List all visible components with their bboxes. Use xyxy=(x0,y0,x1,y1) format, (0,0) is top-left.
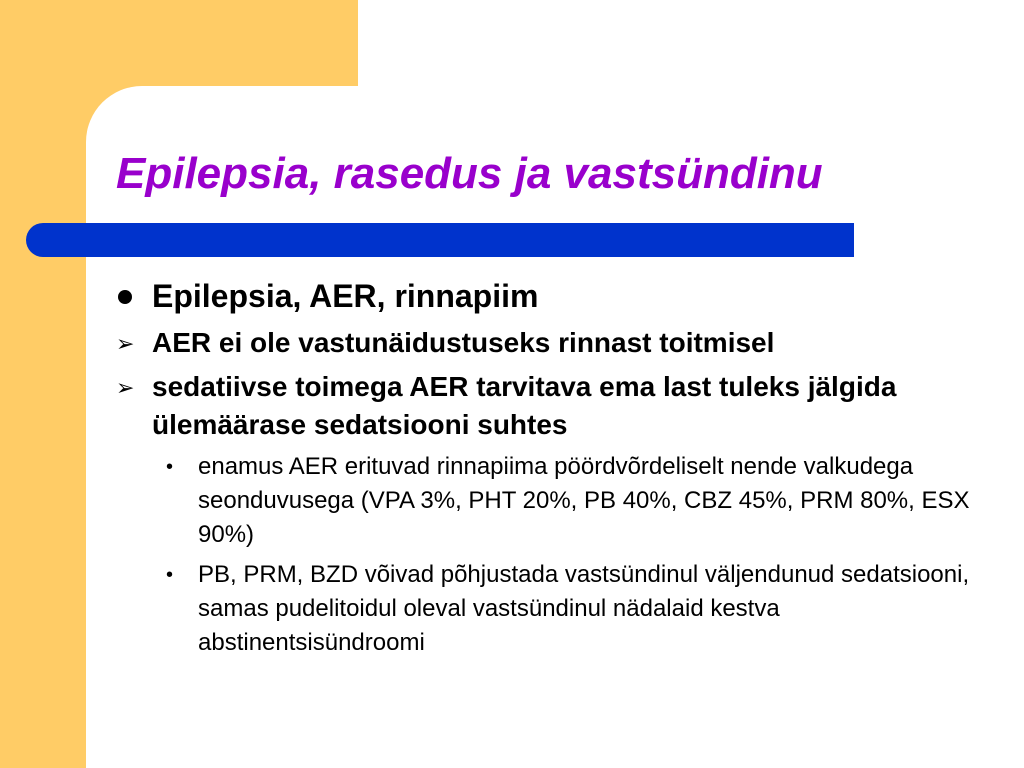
bullet-text: Epilepsia, AER, rinnapiim xyxy=(152,278,539,314)
sub-bullet-item xyxy=(116,324,976,362)
round-bullet-icon xyxy=(118,290,132,304)
small-dot-bullet-icon: • xyxy=(166,564,174,586)
sub-bullet-item xyxy=(116,368,976,444)
bullet-text: enamus AER erituvad rinnapiima pöördvõrdeliselt nende valkudega seonduvusega (VPA 3%, PHT 20%, PB 40%, CBZ 45%, PRM 80%, ESX 90%) xyxy=(198,453,970,548)
bullet-text: PB, PRM, BZD võivad põhjustada vastsündinul väljendunud sedatsiooni, samas pudelitoidul oleval vastsündinul nädalaid kestva abstinentsisündroomi xyxy=(198,561,970,656)
detail-bullet-item xyxy=(116,558,976,660)
title-underline-bar xyxy=(26,223,854,257)
arrow-bullet-icon: ➢ xyxy=(116,375,135,400)
arrow-bullet-icon: ➢ xyxy=(116,331,135,356)
yellow-side-strip xyxy=(0,0,86,768)
bullet-item xyxy=(116,276,976,316)
detail-bullet-item xyxy=(116,450,976,552)
slide-title: Epilepsia, rasedus ja vastsündinu xyxy=(116,149,823,198)
bullet-text: AER ei ole vastunäidustuseks rinnast toitmisel xyxy=(152,327,775,358)
bullet-list xyxy=(116,276,976,666)
bullet-text: sedatiivse toimega AER tarvitava ema last tuleks jälgida ülemäärase sedatsiooni suhtes xyxy=(152,371,897,440)
small-dot-bullet-icon: • xyxy=(166,456,174,478)
